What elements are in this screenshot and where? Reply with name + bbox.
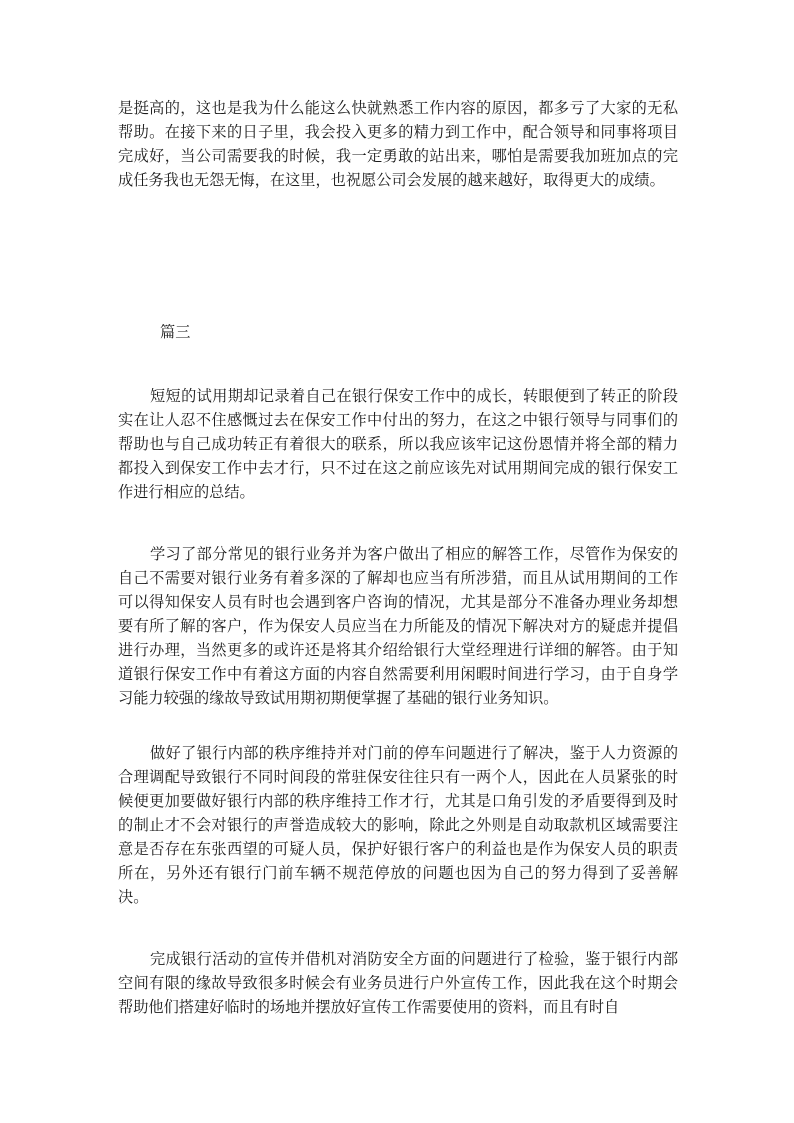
paragraph-2: 学习了部分常见的银行业务并为客户做出了相应的解答工作，尽管作为保安的自己不需要对银行业务有着多深的了解却也应当有所涉猎，而且从试用期间的工作可以得知保安人员有时也会遇到客户咨询的情况，尤其是部分不准备办理业务却想要有所了解的客户，作为保安人员应当在力所能及的情况下解决对方的疑虑并提倡进行办理，当然更多的或许还是将其介绍给银行大堂经理进行详细的解答。由于知道银行保安工作中有着这方面的内容自然需要利用闲暇时间进行学习，由于自身学习能力较强的缘故导致试用期初期便掌握了基础的银行业务知识。 [118, 545, 678, 707]
paragraph-3: 做好了银行内部的秩序维持并对门前的停车问题进行了解决，鉴于人力资源的合理调配导致银行不同时间段的常驻保安往往只有一两个人，因此在人员紧张的时候便更加要做好银行内部的秩序维持工作才行，尤其是口角引发的矛盾要得到及时的制止才不会对银行的声誉造成较大的影响，除此之外则是自动取款机区域需要注意是否存在东张西望的可疑人员，保护好银行客户的利益也是作为保安人员的职责所在，另外还有银行门前车辆不规范停放的问题也因为自己的努力得到了妥善解决。 [118, 744, 678, 906]
paragraph-continuation: 是挺高的，这也是我为什么能这么快就熟悉工作内容的原因，都多亏了大家的无私帮助。在接下来的日子里，我会投入更多的精力到工作中，配合领导和同事将项目完成好，当公司需要我的时候，我一定勇敢的站出来，哪怕是需要我加班加点的完成任务我也无怨无悔，在这里，也祝愿公司会发展的越来越好，取得更大的成绩。 [118, 99, 678, 189]
paragraph-1: 短短的试用期却记录着自己在银行保安工作中的成长，转眼便到了转正的阶段实在让人忍不住感慨过去在保安工作中付出的努力，在这之中银行领导与同事们的帮助也与自己成功转正有着很大的联系，所以我应该牢记这份恩情并将全部的精力都投入到保安工作中去才行，只不过在这之前应该先对试用期间完成的银行保安工作进行相应的总结。 [118, 387, 678, 501]
paragraph-4: 完成银行活动的宣传并借机对消防安全方面的问题进行了检验，鉴于银行内部空间有限的缘故导致很多时候会有业务员进行户外宣传工作，因此我在这个时期会帮助他们搭建好临时的场地并摆放好宣传工作需要使用的资料，而且有时自 [118, 950, 678, 1016]
section-heading: 篇三 [160, 323, 191, 341]
